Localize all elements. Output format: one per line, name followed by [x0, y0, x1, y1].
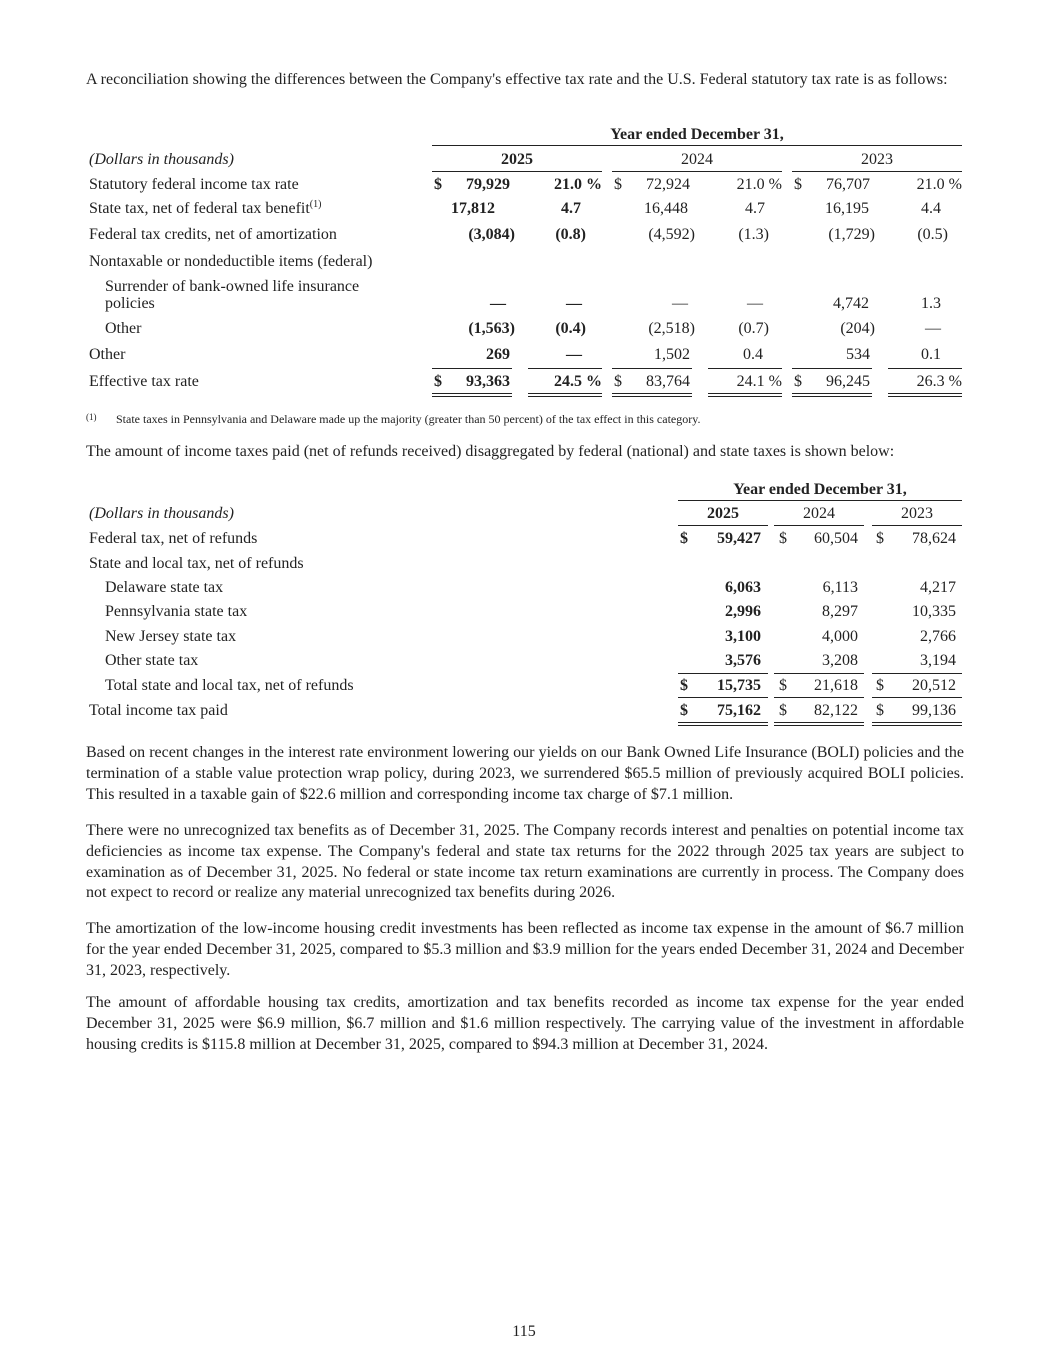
- table1-footnote: State taxes in Pennsylvania and Delaware made up the majority (greater than 50 percent) of the tax effect in this category.: [116, 412, 701, 426]
- table2-total-double-rule: [872, 722, 962, 726]
- table2-year-2025: 2025: [707, 505, 739, 522]
- table1-year-2025: 2025: [501, 151, 533, 168]
- amount-2023: 99,136: [912, 702, 956, 719]
- paragraph-low-income-housing: The amortization of the low-income housing credit investments has been reflected as income tax expense in the amount of $6.7 million for the year ended December 31, 2025, compared to $5.3 million and $3.9 million for the years ended December 31, 2024 and December 31, 2023, respectively.: [86, 920, 964, 979]
- row-label: Other state tax: [105, 652, 199, 669]
- amount-2025: 75,162: [717, 702, 761, 719]
- amount-2023: 4,742: [833, 295, 869, 312]
- row-label: Other: [105, 320, 142, 337]
- table2-year-rule-2023: [872, 525, 962, 526]
- amount-2025: —: [490, 295, 506, 312]
- rate-2025: —: [566, 346, 582, 363]
- amount-2023: 10,335: [912, 603, 956, 620]
- row-label-line2: policies: [105, 295, 155, 312]
- amount-2023: (1,729): [828, 226, 875, 243]
- table1-row-nontaxable: Nontaxable or nondeductible items (federal): [89, 253, 373, 270]
- amount-2025: 15,735: [717, 677, 761, 694]
- row-label-text: State tax, net of federal tax benefit: [89, 200, 310, 217]
- table1-units-label: (Dollars in thousands): [89, 151, 234, 168]
- amount-2025: 3,100: [725, 628, 761, 645]
- amount-2024: 1,502: [654, 346, 690, 363]
- rate-2025: (0.8): [555, 226, 586, 243]
- table1-subtotal-rule: [432, 368, 512, 369]
- table1-year-rule-2024: [612, 171, 782, 172]
- dollar-sign: $: [876, 530, 884, 547]
- footnote-marker: (1): [86, 412, 97, 422]
- dollar-sign: $: [434, 176, 442, 193]
- amount-2025: 59,427: [717, 530, 761, 547]
- table2-year-rule-2025: [678, 525, 768, 526]
- dollar-sign: $: [434, 373, 442, 390]
- dollar-sign: $: [794, 373, 802, 390]
- footnote-marker: (1): [309, 199, 322, 210]
- rate-2023: 1.3: [921, 295, 941, 312]
- table1-total-double-rule: [432, 393, 512, 397]
- rate-2024: 21.0 %: [736, 176, 782, 193]
- table1-subtotal-rule: [708, 368, 782, 369]
- table1-header-rule: [432, 145, 962, 146]
- row-label: Pennsylvania state tax: [105, 603, 248, 620]
- amount-2023: 534: [846, 346, 870, 363]
- table2-units-label: (Dollars in thousands): [89, 505, 234, 522]
- table2-year-2023: 2023: [901, 505, 933, 522]
- dollar-sign: $: [779, 702, 787, 719]
- amount-2024: 16,448: [644, 200, 688, 217]
- table2-subtotal-rule: [678, 673, 768, 674]
- table1-subtotal-rule: [792, 368, 872, 369]
- table1-year-2024: 2024: [681, 151, 713, 168]
- dollar-sign: $: [794, 176, 802, 193]
- amount-2023: 96,245: [826, 373, 870, 390]
- table1-period-header: Year ended December 31,: [610, 126, 784, 143]
- amount-2023: (204): [840, 320, 875, 337]
- table2-period-header: Year ended December 31,: [733, 481, 907, 498]
- table2-subtotal-rule: [774, 673, 864, 674]
- amount-2025: 3,576: [725, 652, 761, 669]
- table1-subtotal-rule: [612, 368, 692, 369]
- rate-2025: 21.0 %: [554, 176, 602, 193]
- table2-subtotal-rule: [872, 697, 962, 698]
- amount-2024: 21,618: [814, 677, 858, 694]
- dollar-sign: $: [680, 702, 688, 719]
- table1-year-rule-2025: [432, 171, 602, 172]
- amount-2023: 20,512: [912, 677, 956, 694]
- amount-2024: 8,297: [822, 603, 858, 620]
- row-label: Total state and local tax, net of refunds: [105, 677, 354, 694]
- table2-year-2024: 2024: [803, 505, 835, 522]
- table2-year-rule-2024: [774, 525, 864, 526]
- dollar-sign: $: [680, 677, 688, 694]
- rate-2025: (0.4): [555, 320, 586, 337]
- row-label: Effective tax rate: [89, 373, 199, 390]
- paragraph-affordable-housing: The amount of affordable housing tax credits, amortization and tax benefits recorded as income tax expense for the year ended December 31, 2025 were $6.9 million, $6.7 million and $1.6 million respectively. The carrying value of the investment in affordable housing credits is $115.8 million at December 31, 2025, compared to $94.3 million at December 31, 2024.: [86, 994, 964, 1053]
- row-label: New Jersey state tax: [105, 628, 237, 645]
- table2-total-double-rule: [678, 722, 768, 726]
- amount-2023: 76,707: [826, 176, 870, 193]
- amount-2024: (4,592): [648, 226, 695, 243]
- amount-2025: 2,996: [725, 603, 761, 620]
- amount-2025: 6,063: [725, 579, 761, 596]
- dollar-sign: $: [876, 702, 884, 719]
- rate-2023: 4.4: [921, 200, 941, 217]
- amount-2023: 16,195: [825, 200, 869, 217]
- table2-total-double-rule: [774, 722, 864, 726]
- row-label: [89, 200, 321, 218]
- table1-subtotal-rule: [888, 368, 962, 369]
- amount-2024: —: [672, 295, 688, 312]
- row-label-line1: Surrender of bank-owned life insurance: [105, 278, 360, 295]
- amount-2024: 83,764: [646, 373, 690, 390]
- amount-2025: 79,929: [466, 176, 510, 193]
- table2-row-state-local: State and local tax, net of refunds: [89, 555, 304, 572]
- rate-2024: (0.7): [738, 320, 769, 337]
- rate-2023: (0.5): [917, 226, 948, 243]
- row-label: Federal tax credits, net of amortization: [89, 226, 337, 243]
- amount-2023: 2,766: [920, 628, 956, 645]
- table2-subtotal-rule: [774, 697, 864, 698]
- rate-2024: 0.4: [743, 346, 763, 363]
- intro-paragraph: A reconciliation showing the differences between the Company's effective tax rate and the U.S. Federal statutory tax rate is as follows:: [86, 71, 948, 88]
- rate-2023: 0.1: [921, 346, 941, 363]
- dollar-sign: $: [876, 677, 884, 694]
- rate-2023: —: [925, 320, 941, 337]
- rate-2025: 4.7: [561, 200, 581, 217]
- table1-total-double-rule: [888, 393, 962, 397]
- dollar-sign: $: [680, 530, 688, 547]
- amount-2025: (3,084): [468, 226, 515, 243]
- table1-total-double-rule: [708, 393, 782, 397]
- row-label: Total income tax paid: [89, 702, 228, 719]
- dollar-sign: $: [614, 373, 622, 390]
- rate-2024: (1.3): [738, 226, 769, 243]
- dollar-sign: $: [779, 530, 787, 547]
- rate-2025: —: [566, 295, 582, 312]
- intro2-paragraph: The amount of income taxes paid (net of refunds received) disaggregated by federal (national) and state taxes is shown below:: [86, 443, 895, 460]
- dollar-sign: $: [614, 176, 622, 193]
- amount-2025: (1,563): [468, 320, 515, 337]
- amount-2023: 78,624: [912, 530, 956, 547]
- rate-2023: 21.0 %: [916, 176, 962, 193]
- row-label: Federal tax, net of refunds: [89, 530, 258, 547]
- table2-header-rule: [678, 500, 962, 501]
- amount-2024: 72,924: [646, 176, 690, 193]
- row-label: Delaware state tax: [105, 579, 224, 596]
- table1-total-double-rule: [528, 393, 602, 397]
- table1-subtotal-rule: [528, 368, 602, 369]
- paragraph-unrecognized-tax: There were no unrecognized tax benefits as of December 31, 2025. The Company records interest and penalties on potential income tax deficiencies as income tax expense. The Company's federal and state tax returns for the 2022 through 2025 tax years are subject to examination as of December 31, 2025. No federal or state income tax return examinations are currently in process. The Company does not expect to record or realize any material unrecognized tax benefits during 2026.: [86, 822, 964, 902]
- paragraph-boli: Based on recent changes in the interest rate environment lowering our yields on our Bank Owned Life Insurance (BOLI) policies and the termination of a stable value protection wrap policy, during 2023, we surrendered $65.5 million of previously acquired BOLI policies. This resulted in a taxable gain of $22.6 million and corresponding income tax charge of $7.1 million.: [86, 744, 964, 803]
- rate-2024: 4.7: [745, 200, 765, 217]
- amount-2024: 4,000: [822, 628, 858, 645]
- amount-2025: 93,363: [466, 373, 510, 390]
- amount-2023: 4,217: [920, 579, 956, 596]
- amount-2025: 269: [486, 346, 510, 363]
- amount-2024: 60,504: [814, 530, 858, 547]
- table1-total-double-rule: [792, 393, 872, 397]
- rate-2024: 24.1 %: [736, 373, 782, 390]
- rate-2025: 24.5 %: [554, 373, 602, 390]
- amount-2024: 3,208: [822, 652, 858, 669]
- page-number: 115: [512, 1323, 536, 1340]
- amount-2023: 3,194: [920, 652, 956, 669]
- table2-subtotal-rule: [872, 673, 962, 674]
- amount-2024: 6,113: [822, 579, 858, 596]
- amount-2024: (2,518): [648, 320, 695, 337]
- amount-2024: 82,122: [814, 702, 858, 719]
- rate-2023: 26.3 %: [916, 373, 962, 390]
- table1-year-rule-2023: [792, 171, 962, 172]
- table1-total-double-rule: [612, 393, 692, 397]
- amount-2025: 17,812: [451, 200, 495, 217]
- table2-subtotal-rule: [678, 697, 768, 698]
- dollar-sign: $: [779, 677, 787, 694]
- rate-2024: —: [747, 295, 763, 312]
- row-label: Statutory federal income tax rate: [89, 176, 299, 193]
- table1-year-2023: 2023: [861, 151, 893, 168]
- row-label: Other: [89, 346, 126, 363]
